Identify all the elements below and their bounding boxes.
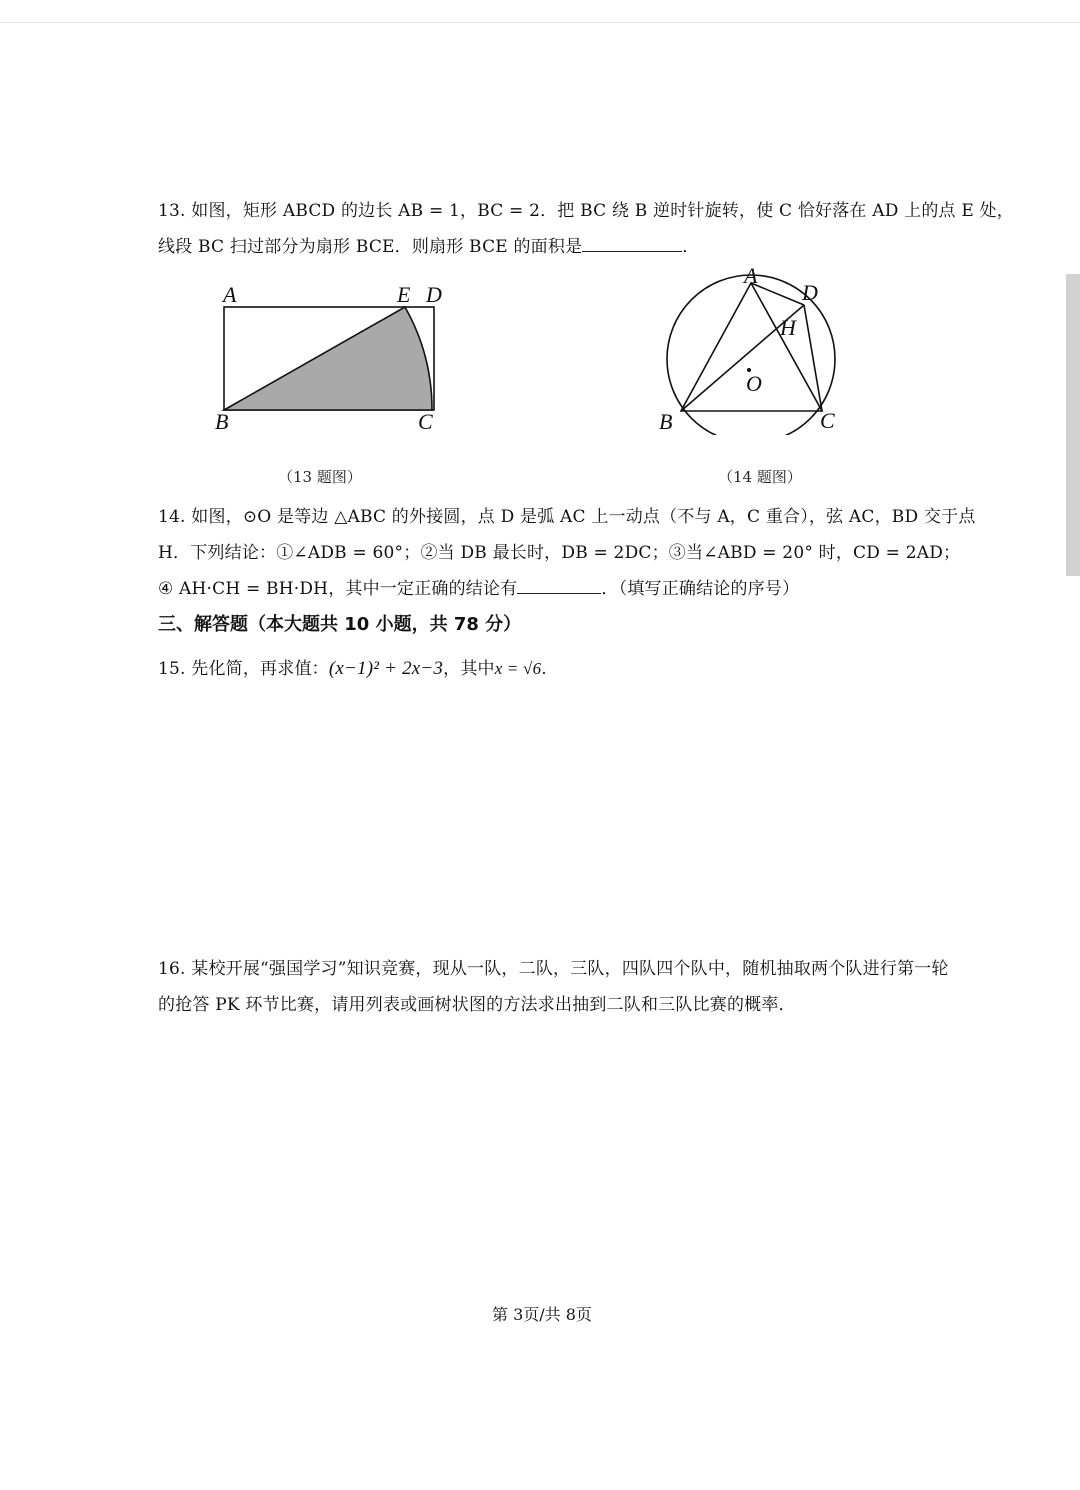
q14-line-3 <box>158 574 799 599</box>
q15-expression: (x−1)² + 2x−3 <box>328 658 444 679</box>
figure-14-circle-triangle <box>652 265 852 435</box>
q16-line-2: 的抢答 PK 环节比赛，请用列表或画树状图的方法求出抽到二队和三队比赛的概率． <box>158 995 796 1015</box>
sector-bce <box>224 307 432 410</box>
q13-answer-blank[interactable] <box>582 237 682 252</box>
q15-text-mid: ，其中 <box>443 659 495 679</box>
point-label-o: O <box>746 371 762 396</box>
figure-13-caption: （13 题图） <box>278 468 362 486</box>
point-label-h: H <box>780 315 796 340</box>
q14-answer-blank[interactable] <box>517 579 601 594</box>
q14-line-1: 14. 如图，⊙O 是等边 △ABC 的外接圆，点 D 是弧 AC 上一动点（不与 A，C 重合），弦 AC，BD 交于点 <box>158 507 976 527</box>
q13-line-2 <box>158 232 700 257</box>
point-label-d: D <box>802 280 818 305</box>
chord-ad <box>751 283 804 305</box>
point-label-a: A <box>223 282 237 307</box>
page-number-footer: 第 3页/共 8页 <box>492 1305 592 1324</box>
scrollbar-thumb[interactable] <box>1066 274 1080 576</box>
point-label-b: B <box>215 409 229 434</box>
q14-line-3-text: ④ AH·CH = BH·DH，其中一定正确的结论有 <box>158 579 518 599</box>
section-3-heading: 三、解答题（本大题共 10 小题，共 78 分） <box>158 614 522 635</box>
figure-13-rectangle-sector <box>200 274 470 444</box>
page-top-border <box>0 22 1080 23</box>
point-label-b: B <box>659 409 673 434</box>
q16-line-1: 16. 某校开展“强国学习”知识竞赛，现从一队，二队，三队，四队四个队中，随机抽取两个队进行第一轮 <box>158 959 949 979</box>
q15-text-start: 15. 先化简，再求值： <box>158 659 329 679</box>
point-label-c: C <box>820 408 835 433</box>
point-label-c: C <box>418 409 433 434</box>
q13-line-2-text: 线段 BC 扫过部分为扇形 BCE．则扇形 BCE 的面积是 <box>158 237 583 257</box>
q14-line-2: H．下列结论：①∠ADB = 60°；②当 DB 最长时，DB = 2DC；③当∠ABD = 20° 时，CD = 2AD； <box>158 543 961 563</box>
point-label-a: A <box>744 265 758 288</box>
q15-condition: x = √6 <box>494 659 542 678</box>
point-label-d: D <box>426 282 442 307</box>
q13-line-1: 13. 如图，矩形 ABCD 的边长 AB = 1，BC = 2．把 BC 绕 B 逆时针旋转，使 C 恰好落在 AD 上的点 E 处， <box>158 201 1014 221</box>
q14-line-3-end: ．（填写正确结论的序号） <box>601 579 800 599</box>
q15-text-end: . <box>541 659 547 679</box>
q15-line <box>158 654 547 680</box>
point-label-e: E <box>397 282 411 307</box>
figure-14-caption: （14 题图） <box>718 468 802 486</box>
q13-line-2-end: ． <box>682 237 700 257</box>
